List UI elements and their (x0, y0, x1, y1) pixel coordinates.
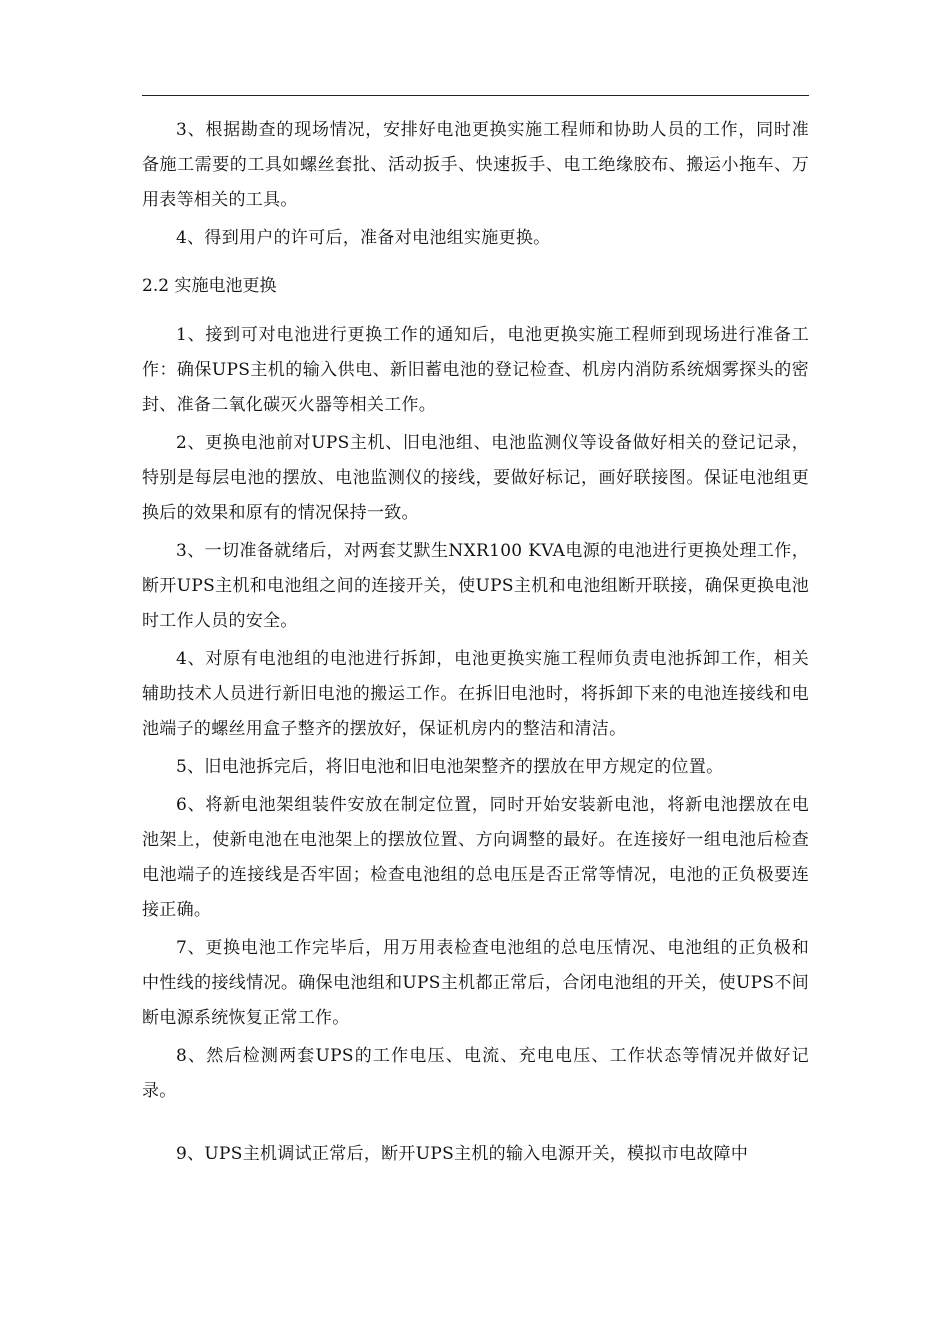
paragraph-step-1: 1、接到可对电池进行更换工作的通知后，电池更换实施工程师到现场进行准备工作：确保UPS主机的输入供电、新旧蓄电池的登记检查、机房内消防系统烟雾探头的密封、准备二氧化碳灭火器等相关工作。 (142, 325, 809, 415)
paragraph-step-6: 6、将新电池架组装件安放在制定位置，同时开始安装新电池，将新电池摆放在电池架上，使新电池在电池架上的摆放位置、方向调整的最好。在连接好一组电池后检查电池端子的连接线是否牢固；检查电池组的总电压是否正常等情况，电池的正负极要连接正确。 (142, 795, 809, 920)
paragraph-step-8: 8、然后检测两套UPS的工作电压、电流、充电电压、工作状态等情况并做好记录。 (142, 1046, 809, 1101)
paragraph-step-3: 3、一切准备就绪后，对两套艾默生NXR100 KVA电源的电池进行更换处理工作，断开UPS主机和电池组之间的连接开关，使UPS主机和电池组断开联接，确保更换电池时工作人员的安全。 (142, 541, 809, 631)
document-body (142, 113, 809, 1172)
paragraph-step-4-prep: 4、得到用户的许可后，准备对电池组实施更换。 (176, 228, 551, 248)
paragraph-step-7: 7、更换电池工作完毕后，用万用表检查电池组的总电压情况、电池组的正负极和中性线的接线情况。确保电池组和UPS主机都正常后，合闭电池组的开关，使UPS不间断电源系统恢复正常工作。 (142, 938, 809, 1028)
section-heading: 2.2 实施电池更换 (142, 276, 277, 296)
paragraph-gap (142, 1109, 809, 1137)
paragraph-step-4: 4、对原有电池组的电池进行拆卸，电池更换实施工程师负责电池拆卸工作，相关辅助技术人员进行新旧电池的搬运工作。在拆旧电池时，将拆卸下来的电池连接线和电池端子的螺丝用盒子整齐的摆放好，保证机房内的整洁和清洁。 (142, 649, 809, 739)
paragraph-step-9: 9、UPS主机调试正常后，断开UPS主机的输入电源开关，模拟市电故障中 (176, 1144, 749, 1164)
paragraph-step-2: 2、更换电池前对UPS主机、旧电池组、电池监测仪等设备做好相关的登记记录，特别是每层电池的摆放、电池监测仪的接线，要做好标记，画好联接图。保证电池组更换后的效果和原有的情况保持一致。 (142, 433, 809, 523)
paragraph-step-3-prep: 3、根据勘查的现场情况，安排好电池更换实施工程师和协助人员的工作，同时准备施工需要的工具如螺丝套批、活动扳手、快速扳手、电工绝缘胶布、搬运小拖车、万用表等相关的工具。 (142, 120, 809, 210)
paragraph-step-5: 5、旧电池拆完后，将旧电池和旧电池架整齐的摆放在甲方规定的位置。 (176, 757, 724, 777)
header-rule (142, 95, 809, 96)
